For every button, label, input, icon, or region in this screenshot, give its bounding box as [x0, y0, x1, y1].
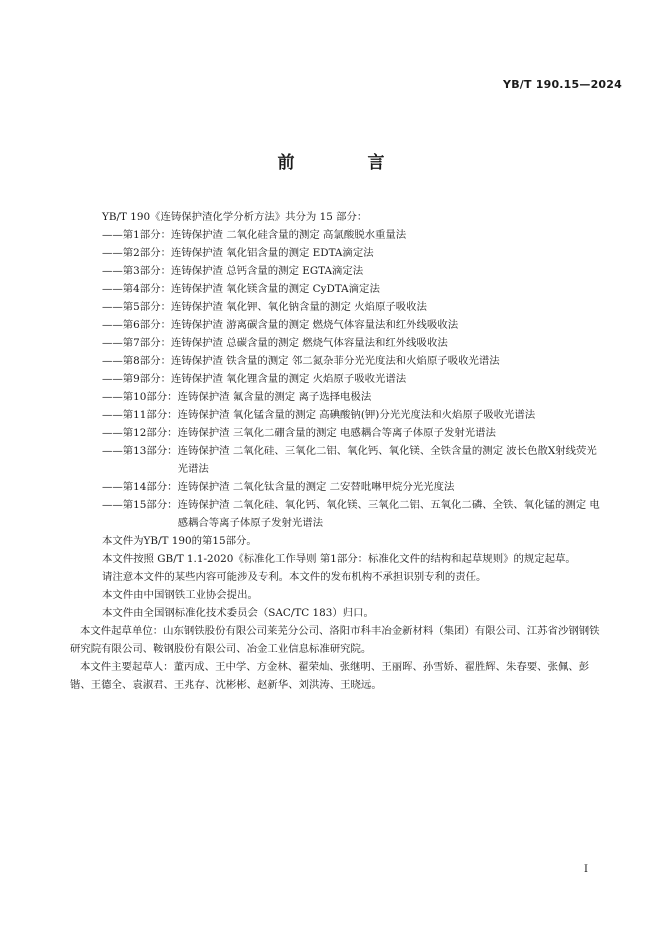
part-prefix: ——第13部分： [102, 445, 178, 457]
list-item [92, 334, 604, 352]
part-title: 连铸保护渣 氟含量的测定 离子选择电极法 [177, 391, 372, 403]
list-item [92, 478, 604, 496]
standard-code: YB/T 190.15—2024 [503, 78, 622, 91]
page-number: I [584, 864, 588, 875]
page-title: 前 言 [277, 153, 413, 173]
part-prefix: ——第9部分： [102, 373, 171, 385]
part-title: 连铸保护渣 二氧化钛含量的测定 二安替吡啉甲烷分光光度法 [177, 481, 455, 493]
part-prefix: ——第2部分： [102, 247, 171, 259]
part-prefix: ——第4部分： [102, 283, 171, 295]
list-item [92, 262, 604, 280]
drafting-organizations: 本文件起草单位：山东钢铁股份有限公司莱芜分公司、洛阳市科丰冶金新材料（集团）有限公司、江苏省沙钢钢铁研究院有限公司、鞍钢股份有限公司、冶金工业信息标准研究院。 [70, 625, 600, 655]
part-title: 连铸保护渣 铁含量的测定 邻二氮杂菲分光光度法和火焰原子吸收光谱法 [170, 355, 500, 367]
list-item [92, 442, 604, 478]
part-prefix: ——第6部分： [102, 319, 171, 331]
list-item [92, 352, 604, 370]
part-prefix: ——第7部分： [102, 337, 171, 349]
list-item [92, 424, 604, 442]
list-item [92, 298, 604, 316]
list-item [92, 406, 604, 424]
committee-statement: 本文件由全国钢标准化技术委员会（SAC/TC 183）归口。 [102, 607, 374, 619]
part-title: 连铸保护渣 氧化镁含量的测定 CyDTA滴定法 [170, 283, 380, 295]
part-prefix: ——第1部分： [102, 229, 171, 241]
part-prefix: ——第3部分： [102, 265, 171, 277]
patent-notice: 请注意本文件的某些内容可能涉及专利。本文件的发布机构不承担识别专利的责任。 [102, 571, 487, 583]
drafting-rules-statement: 本文件按照 GB/T 1.1-2020《标准化工作导则 第1部分：标准化文件的结构和起草规则》的规定起草。 [102, 553, 576, 565]
list-item [92, 388, 604, 406]
part-title: 连铸保护渣 二氧化硅、氧化钙、氧化镁、三氧化二铝、五氧化二磷、全铁、氧化锰的测定 电感耦合等离子体原子发射光谱法 [177, 499, 600, 529]
part-title: 连铸保护渣 二氧化硅含量的测定 高氯酸脱水重量法 [170, 229, 407, 241]
part-prefix: ——第10部分： [102, 391, 178, 403]
drafters-list: 本文件主要起草人：董丙成、王中学、方金林、翟荣灿、张继明、王丽晖、孙雪娇、翟胜辉、朱春要、张佩、彭锴、王德全、袁淑君、王兆存、沈彬彬、赵新华、刘洪涛、王晓远。 [70, 661, 590, 691]
intro-line: YB/T 190《连铸保护渣化学分析方法》共分为 15 部分： [102, 211, 368, 223]
part-prefix: ——第12部分： [102, 427, 178, 439]
part-title: 连铸保护渣 氧化锰含量的测定 高碘酸钠(钾)分光光度法和火焰原子吸收光谱法 [177, 409, 536, 421]
part-title: 连铸保护渣 总碳含量的测定 燃烧气体容量法和红外线吸收法 [170, 337, 448, 349]
list-item [92, 316, 604, 334]
part-title: 连铸保护渣 氧化钾、氧化钠含量的测定 火焰原子吸收法 [170, 301, 427, 313]
proposer-statement: 本文件由中国钢铁工业协会提出。 [102, 589, 258, 601]
part-title: 连铸保护渣 游离碳含量的测定 燃烧气体容量法和红外线吸收法 [170, 319, 459, 331]
parts-list [92, 226, 604, 532]
part-prefix: ——第11部分： [102, 409, 178, 421]
part-prefix: ——第8部分： [102, 355, 171, 367]
part-prefix: ——第5部分： [102, 301, 171, 313]
part-title: 连铸保护渣 三氧化二硼含量的测定 电感耦合等离子体原子发射光谱法 [177, 427, 496, 439]
list-item [92, 370, 604, 388]
part-statement: 本文件为YB/T 190的第15部分。 [102, 535, 257, 547]
part-title: 连铸保护渣 氧化铝含量的测定 EDTA滴定法 [170, 247, 374, 259]
part-title: 连铸保护渣 二氧化硅、三氧化二铝、氧化钙、氧化镁、全铁含量的测定 波长色散X射线荧光光谱法 [177, 445, 597, 475]
part-prefix: ——第15部分： [102, 499, 178, 511]
list-item [92, 226, 604, 244]
part-title: 连铸保护渣 氧化锂含量的测定 火焰原子吸收光谱法 [170, 373, 407, 385]
list-item [92, 280, 604, 298]
list-item [92, 244, 604, 262]
part-prefix: ——第14部分： [102, 481, 178, 493]
part-title: 连铸保护渣 总钙含量的测定 EGTA滴定法 [170, 265, 364, 277]
foreword-body [70, 208, 604, 694]
list-item [92, 496, 604, 532]
